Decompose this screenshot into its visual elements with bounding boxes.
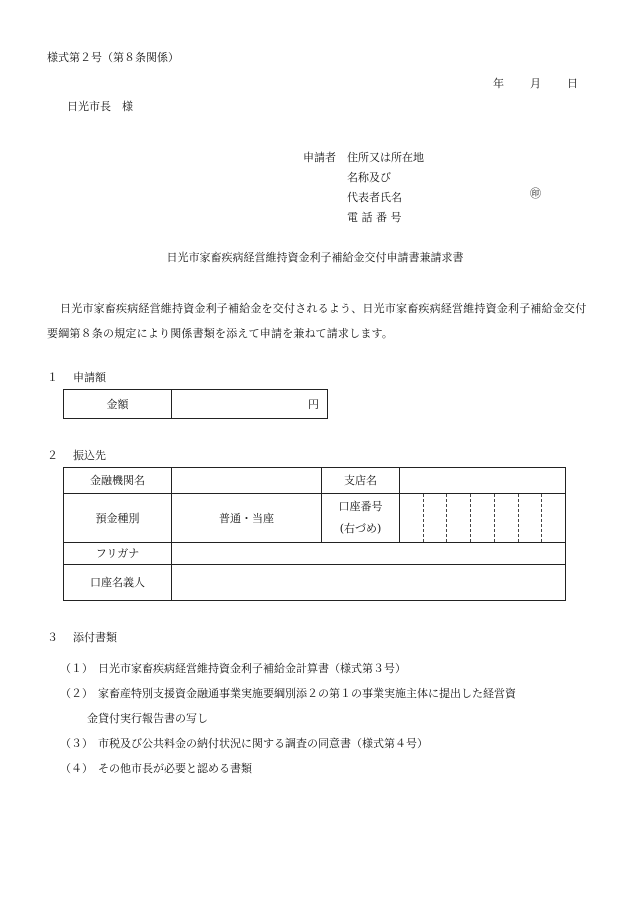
- date-line: [493, 78, 578, 89]
- account-number-label: 口座番号: [338, 500, 383, 513]
- attachment-text: その他市長が必要と認める書類: [98, 762, 252, 775]
- account-digit-cell[interactable]: [494, 494, 518, 542]
- bank-label: 金融機関名: [64, 468, 172, 494]
- holder-label: 口座名義人: [64, 565, 172, 601]
- attachments-list: [60, 656, 516, 781]
- attachment-item: [60, 656, 516, 681]
- attachment-item-continuation: 金貸付実行報告書の写し: [87, 712, 208, 725]
- amount-label: 金額: [64, 390, 172, 419]
- bank-field[interactable]: [172, 468, 322, 494]
- account-digit-cell[interactable]: [446, 494, 470, 542]
- attachment-item: [60, 681, 516, 706]
- applicant-block: [303, 148, 424, 228]
- account-digit-cell[interactable]: [541, 494, 565, 542]
- attachment-item: [60, 731, 516, 756]
- section-1-heading: [47, 372, 106, 383]
- section-1-number: １: [47, 371, 58, 384]
- bank-table: [63, 467, 566, 601]
- account-number-note: (右づめ): [339, 522, 382, 535]
- section-3-title: 添付書類: [73, 631, 117, 644]
- account-digit-cell[interactable]: [470, 494, 494, 542]
- branch-label: 支店名: [322, 468, 400, 494]
- amount-unit: 円: [308, 397, 319, 411]
- attachment-number: （１）: [60, 662, 93, 675]
- section-3-heading: [47, 632, 117, 643]
- furigana-label: フリガナ: [64, 543, 172, 565]
- section-3-number: ３: [47, 631, 58, 644]
- holder-field[interactable]: [172, 565, 566, 601]
- addressee: 日光市長 様: [67, 100, 133, 113]
- form-number: 様式第２号（第８条関係）: [47, 51, 179, 64]
- account-number-field[interactable]: [400, 494, 566, 543]
- attachment-text: 市税及び公共料金の納付状況に関する調査の同意書（様式第４号）: [98, 737, 428, 750]
- attachment-text: 家畜産特別支援資金融通事業実施要綱別添２の第１の事業実施主体に提出した経営資: [98, 687, 516, 700]
- representative-label: 代表者氏名: [347, 191, 402, 204]
- section-2-number: ２: [47, 449, 58, 462]
- phone-label: 電 話 番 号: [347, 211, 402, 224]
- account-number-label-cell: [322, 494, 400, 543]
- attachment-number: （２）: [60, 687, 93, 700]
- section-2-title: 振込先: [73, 449, 106, 462]
- deposit-type-label: 預金種別: [64, 494, 172, 543]
- section-1-title: 申請額: [73, 371, 106, 384]
- amount-table: [63, 389, 328, 419]
- address-label: 住所又は所在地: [347, 151, 424, 164]
- account-digit-cell[interactable]: [400, 494, 423, 542]
- seal-mark: ㊞: [530, 187, 541, 200]
- section-2-heading: [47, 450, 106, 461]
- attachment-item: [60, 756, 516, 781]
- date-year: 年: [493, 77, 504, 90]
- name-label: 名称及び: [347, 171, 391, 184]
- deposit-type-field[interactable]: 普通・当座: [172, 494, 322, 543]
- account-digit-cell[interactable]: [518, 494, 542, 542]
- date-month: 月: [530, 77, 541, 90]
- applicant-label: 申請者: [303, 151, 336, 164]
- furigana-field[interactable]: [172, 543, 566, 565]
- account-digit-cell[interactable]: [423, 494, 447, 542]
- attachment-text: 日光市家畜疾病経営維持資金利子補給金計算書（様式第３号）: [98, 662, 406, 675]
- amount-field[interactable]: [172, 390, 328, 419]
- attachment-number: （３）: [60, 737, 93, 750]
- date-day: 日: [567, 77, 578, 90]
- attachment-number: （４）: [60, 762, 93, 775]
- document-title: 日光市家畜疾病経営維持資金利子補給金交付申請書兼請求書: [166, 251, 464, 264]
- body-text: 日光市家畜疾病経営維持資金利子補給金を交付されるよう、日光市家畜疾病経営維持資金利子補給金交付要綱第８条の規定により関係書類を添えて申請を兼ねて請求します。: [47, 302, 587, 340]
- branch-field[interactable]: [400, 468, 566, 494]
